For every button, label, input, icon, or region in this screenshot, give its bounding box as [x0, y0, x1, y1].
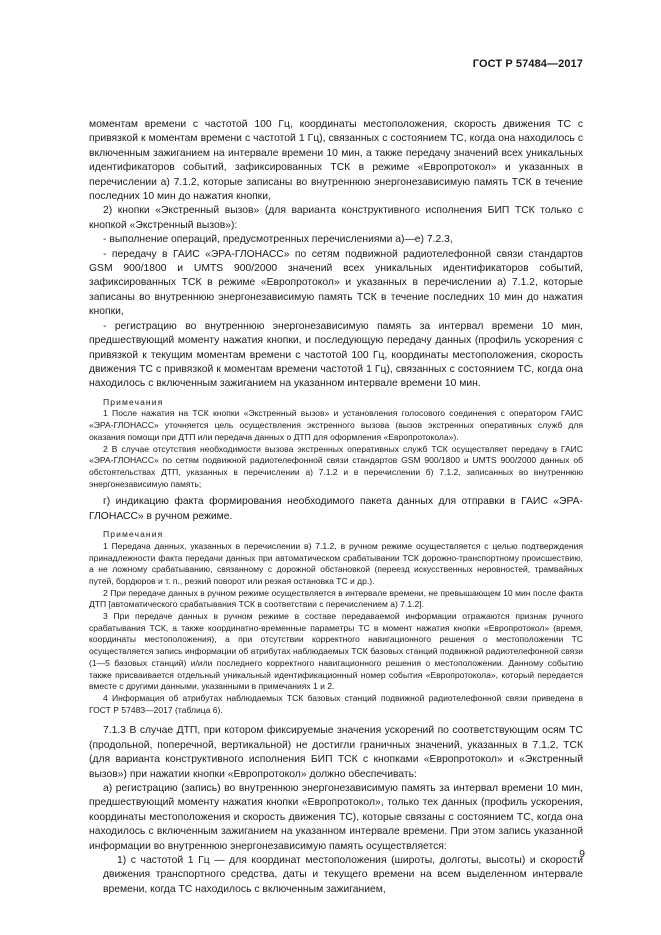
- notes-heading-2: Примечания: [103, 529, 164, 540]
- paragraph-item-a: а) регистрацию (запись) во внутреннюю энергонезависимую память за интервал времени 10 мин, предшествующий моменту нажатия кнопки «Европротокол», только тех данных (профиль ускорения, координаты местоположения и скорость движения ТС), которые связаны с состоянием ТС, когда она находилось с включенным зажиганием на указанном интервале времени. При этом запись указанной информации во внутреннюю энергонезависимую память осуществляется:: [89, 783, 583, 852]
- notes-heading-1: Примечания: [103, 396, 164, 407]
- dash-item-transmission: - передачу в ГАИС «ЭРА-ГЛОНАСС» по сетям подвижной радиотелефонной связи стандартов GSM 900/1800 и UMTS 900/2000 значений всех уникальных идентификаторов событий, зафиксированных ТСК в режиме «Европротокол» и указанных в перечислении а) 7.1.2, которые записаны во внутреннюю энергонезависимую память ТСК в течение последних 10 мин до нажатия кнопки,: [89, 248, 583, 318]
- note-2-3: 3 При передаче данных в ручном режиме в составе передаваемой информации отражаются признак ручного срабатывания ТСК, а также координатно-временные параметры ТС в момент нажатия кнопки «Европротокол» (время, координаты местоположения), а при отсутствии корректного навигационного решения о местоположении ТС осуществляется запись информации об атрибутах наблюдаемых ТСК базовых станций подвижной радиотелефонной связи (1—5 базовых станций) и/или последнего корректного навигационного решения о местоположении. Данному событию также присваивается отдельный уникальный идентификационный номер события «Европротокола», который передается вместе с другими данными, указанными в примечаниях 1 и 2.: [89, 611, 583, 692]
- note-1-2: 2 В случае отсутствия необходимости вызова экстренных оперативных служб ТСК осуществляет передачу в ГАИС «ЭРА-ГЛОНАСС» по сетям подвижной радиотелефонной связи стандартов GSM 900/1800 и UMTS 900/2000 данных об обстоятельствах ДТП, указанных в перечислении а) 7.1.2 и в перечислении б) 7.1.2, записанных во внутреннюю энергонезависимую память;: [89, 443, 583, 489]
- dash-item-operations: - выполнение операций, предусмотренных перечислениями а)—е) 7.2.3,: [103, 234, 453, 246]
- note-2-4: 4 Информация об атрибутах наблюдаемых ТСК базовых станций подвижной радиотелефонной связи приведена в ГОСТ Р 57483—2017 (таблица 6).: [89, 693, 583, 715]
- dash-item-registration: - регистрацию во внутреннюю энергонезависимую память за интервал времени 10 мин, предшествующий моменту нажатия кнопки, и последующую передачу данных (профиль ускорения с привязкой к текущим моментам времени с частотой 100 Гц, координаты местоположения, скорость движения ТС с привязкой к моментам времени частотой 1 Гц), связанных с состоянием ТС, когда она находилось с включенным зажиганием на указанном интервале времени 10 мин.: [89, 320, 583, 390]
- page-number: 9: [579, 848, 585, 860]
- page-body: [89, 118, 583, 897]
- clause-7-1-3: 7.1.3 В случае ДТП, при котором фиксируемые значения ускорений по соответствующим осям ТС (продольной, поперечной, вертикальной) не достигли граничных значений, указанных в 7.1.2, ТСК (для варианта конструктивного исполнения БИП ТСК с кнопками «Европротокол» и «Экстренный вызов») при нажатии кнопки «Европротокол» должно обеспечивать:: [89, 725, 583, 780]
- paragraph-item-2: 2) кнопки «Экстренный вызов» (для варианта конструктивного исполнения БИП ТСК только с кнопкой «Экстренный вызов»):: [89, 205, 583, 231]
- paragraph-continuation: моментам времени с частотой 100 Гц, координаты местоположения, скорость движения ТС с привязкой к моментам времени с частотой 1 Гц), связанных с состоянием ТС, когда она находилось с включенным зажиганием на интервале времени 10 мин, а также передачу значений всех уникальных идентификаторов событий, зафиксированных ТСК в режиме «Европротокол» и указанных в перечислении а) 7.1.2, которые записаны во внутреннюю энергонезависимую память ТСК в течение последних 10 мин до нажатия кнопки,: [89, 119, 583, 203]
- standard-header: ГОСТ Р 57484—2017: [472, 58, 583, 70]
- note-1-1: 1 После нажатия на ТСК кнопки «Экстренный вызов» и установления голосового соединения с оператором ГАИС «ЭРА-ГЛОНАСС» уточняется цель осуществления экстренного вызова (вызов экстренных оперативных служб для оказания помощи при ДТП или передача данных о ДТП для оформления «Европротокола»).: [89, 408, 583, 442]
- paragraph-item-g: г) индикацию факта формирования необходимого пакета данных для отправки в ГАИС «ЭРА-ГЛОНАСС» в ручном режиме.: [89, 496, 583, 522]
- note-2-1: 1 Передача данных, указанных в перечислении в) 7.1.2, в ручном режиме осуществляется с целью подтверждения принадлежности факта передачи данных при автоматическом срабатывании ТСК дорожно-транспортному происшествию, а не ложному срабатыванию, связанному с дорожной обстановкой (переезд искусственных неровностей, трамвайных путей, бордюров и т. п., резкий поворот или резкая остановка ТС и др.).: [89, 540, 583, 586]
- paragraph-item-1: 1) с частотой 1 Гц — для координат местоположения (широты, долготы, высоты) и скорости движения транспортного средства, даты и текущего времени на всем выделенном интервале времени, когда ТС находилось с включенным зажиганием,: [103, 855, 583, 895]
- note-2-2: 2 При передаче данных в ручном режиме осуществляется в интервале времени, не превышающем 10 мин после факта ДТП [автоматического срабатывания ТСК в соответствии с перечислением а) 7.1.2].: [89, 587, 583, 610]
